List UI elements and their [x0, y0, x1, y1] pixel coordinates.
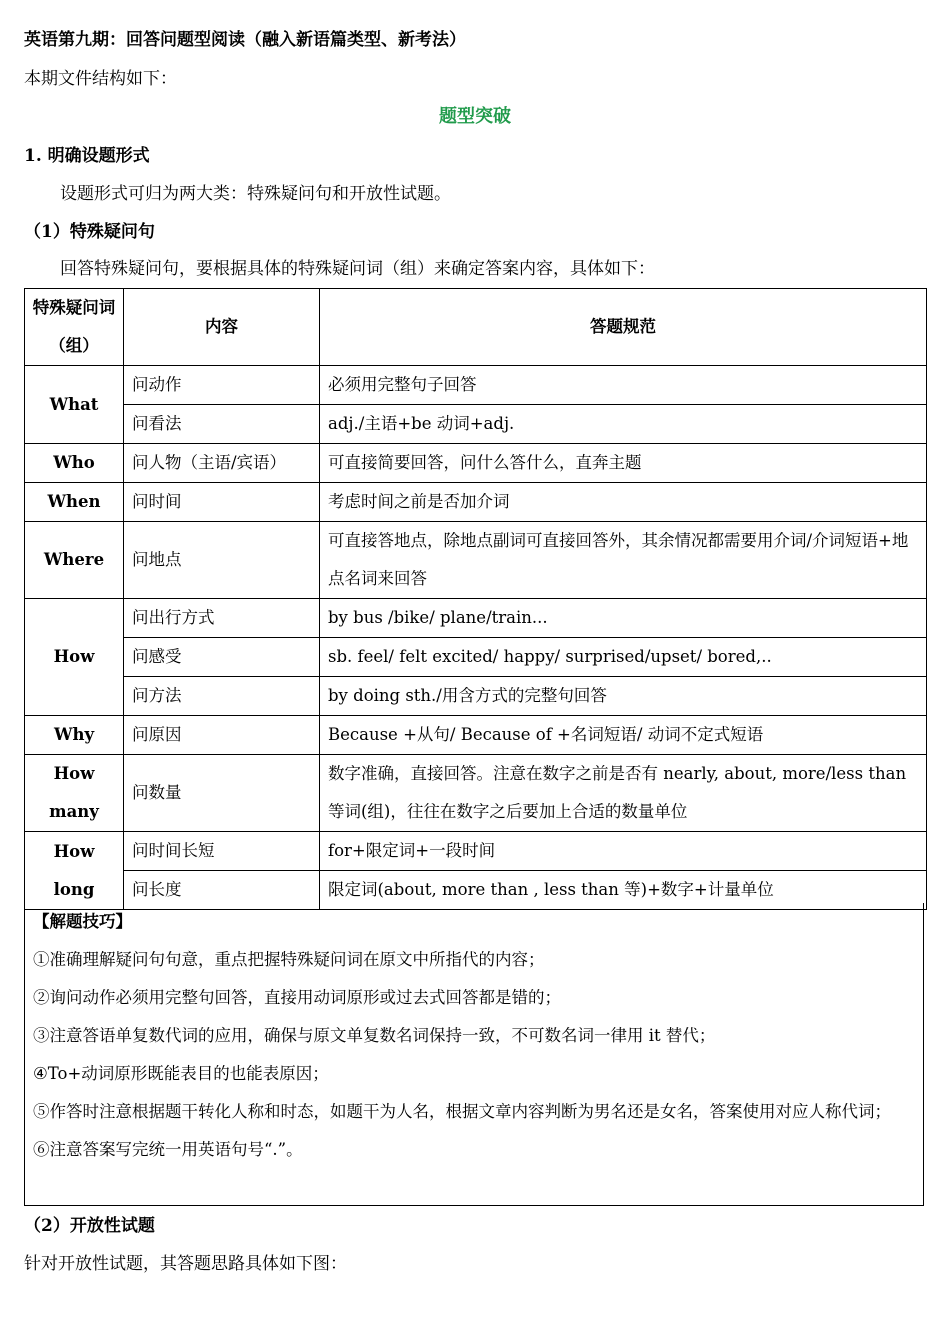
content-cell: 问数量	[124, 755, 320, 832]
tip-item: ⑥注意答案写完统一用英语句号“.”。	[33, 1140, 303, 1159]
question-word-table	[24, 288, 927, 910]
paragraph-sub2-intro: 针对开放性试题，其答题思路具体如下图：	[24, 1254, 347, 1274]
rule-cell: 限定词(about, more than , less than 等)+数字+计量单位	[320, 871, 927, 910]
table-row	[25, 599, 927, 638]
tip-item: ③注意答语单复数代词的应用，确保与原文单复数名词保持一致，不可数名词一律用 it 替代；	[33, 1026, 716, 1045]
content-cell: 问原因	[124, 716, 320, 755]
tip-item: ①准确理解疑问句句意，重点把握特殊疑问词在原文中所指代的内容；	[33, 950, 545, 969]
rule-cell: sb. feel/ felt excited/ happy/ surprised/upset/ bored,..	[320, 638, 927, 677]
tip-item: ④To+动词原形既能表目的也能表原因；	[33, 1064, 329, 1083]
rule-cell: 必须用完整句子回答	[320, 366, 927, 405]
header-cell-rule: 答题规范	[320, 289, 927, 366]
paragraph-sub1-intro: 回答特殊疑问句，要根据具体的特殊疑问词（组）来确定答案内容，具体如下：	[60, 259, 655, 279]
table-row	[25, 522, 927, 599]
rule-cell: for+限定词+一段时间	[320, 832, 927, 871]
tip-item: ②询问动作必须用完整句回答，直接用动词原形或过去式回答都是错的；	[33, 988, 561, 1007]
table-row	[25, 405, 927, 444]
section-title: 题型突破	[439, 106, 511, 127]
content-cell: 问长度	[124, 871, 320, 910]
header-cell-keyword: 特殊疑问词（组）	[25, 289, 124, 366]
content-cell: 问看法	[124, 405, 320, 444]
table-row	[25, 366, 927, 405]
content-cell: 问时间长短	[124, 832, 320, 871]
table-row	[25, 755, 927, 832]
paragraph-intro: 设题形式可归为两大类：特殊疑问句和开放性试题。	[60, 184, 451, 204]
rule-cell: Because +从句/ Because of +名词短语/ 动词不定式短语	[320, 716, 927, 755]
rule-cell: by bus /bike/ plane/train...	[320, 599, 927, 638]
tips-title: 【解题技巧】	[33, 912, 132, 931]
keyword-cell: How long	[25, 832, 124, 910]
table-row	[25, 677, 927, 716]
keyword-cell: How	[25, 599, 124, 716]
rule-cell: 考虑时间之前是否加介词	[320, 483, 927, 522]
keyword-cell: Where	[25, 522, 124, 599]
content-cell: 问地点	[124, 522, 320, 599]
table-row	[25, 638, 927, 677]
table-row	[25, 716, 927, 755]
keyword-cell: Who	[25, 444, 124, 483]
document-title: 英语第九期：回答问题型阅读（融入新语篇类型、新考法）	[24, 30, 466, 50]
content-cell: 问人物（主语/宾语）	[124, 444, 320, 483]
table-row	[25, 483, 927, 522]
header-cell-content: 内容	[124, 289, 320, 366]
table-row	[25, 444, 927, 483]
rule-cell: by doing sth./用含方式的完整句回答	[320, 677, 927, 716]
keyword-cell: When	[25, 483, 124, 522]
rule-cell: 可直接答地点，除地点副词可直接回答外，其余情况都需要用介词/介词短语+地点名词来回答	[320, 522, 927, 599]
tip-item: ⑤作答时注意根据题干转化人称和时态，如题干为人名，根据文章内容判断为男名还是女名，答案使用对应人称代词；	[33, 1102, 891, 1121]
keyword-cell: What	[25, 366, 124, 444]
tips-box	[24, 903, 924, 1206]
content-cell: 问方法	[124, 677, 320, 716]
subheading-2: （2）开放性试题	[24, 1216, 155, 1236]
content-cell: 问感受	[124, 638, 320, 677]
content-cell: 问出行方式	[124, 599, 320, 638]
table-header-row	[25, 289, 927, 366]
keyword-cell: Why	[25, 716, 124, 755]
rule-cell: 可直接简要回答，问什么答什么，直奔主题	[320, 444, 927, 483]
document-subtitle: 本期文件结构如下：	[24, 69, 177, 89]
table-row	[25, 832, 927, 871]
rule-cell: adj./主语+be 动词+adj.	[320, 405, 927, 444]
rule-cell: 数字准确，直接回答。注意在数字之前是否有 nearly, about, more/less than 等词(组)，往往在数字之后要加上合适的数量单位	[320, 755, 927, 832]
heading-1: 1. 明确设题形式	[24, 146, 150, 166]
content-cell: 问时间	[124, 483, 320, 522]
content-cell: 问动作	[124, 366, 320, 405]
subheading-1: （1）特殊疑问句	[24, 222, 155, 242]
keyword-cell: How many	[25, 755, 124, 832]
